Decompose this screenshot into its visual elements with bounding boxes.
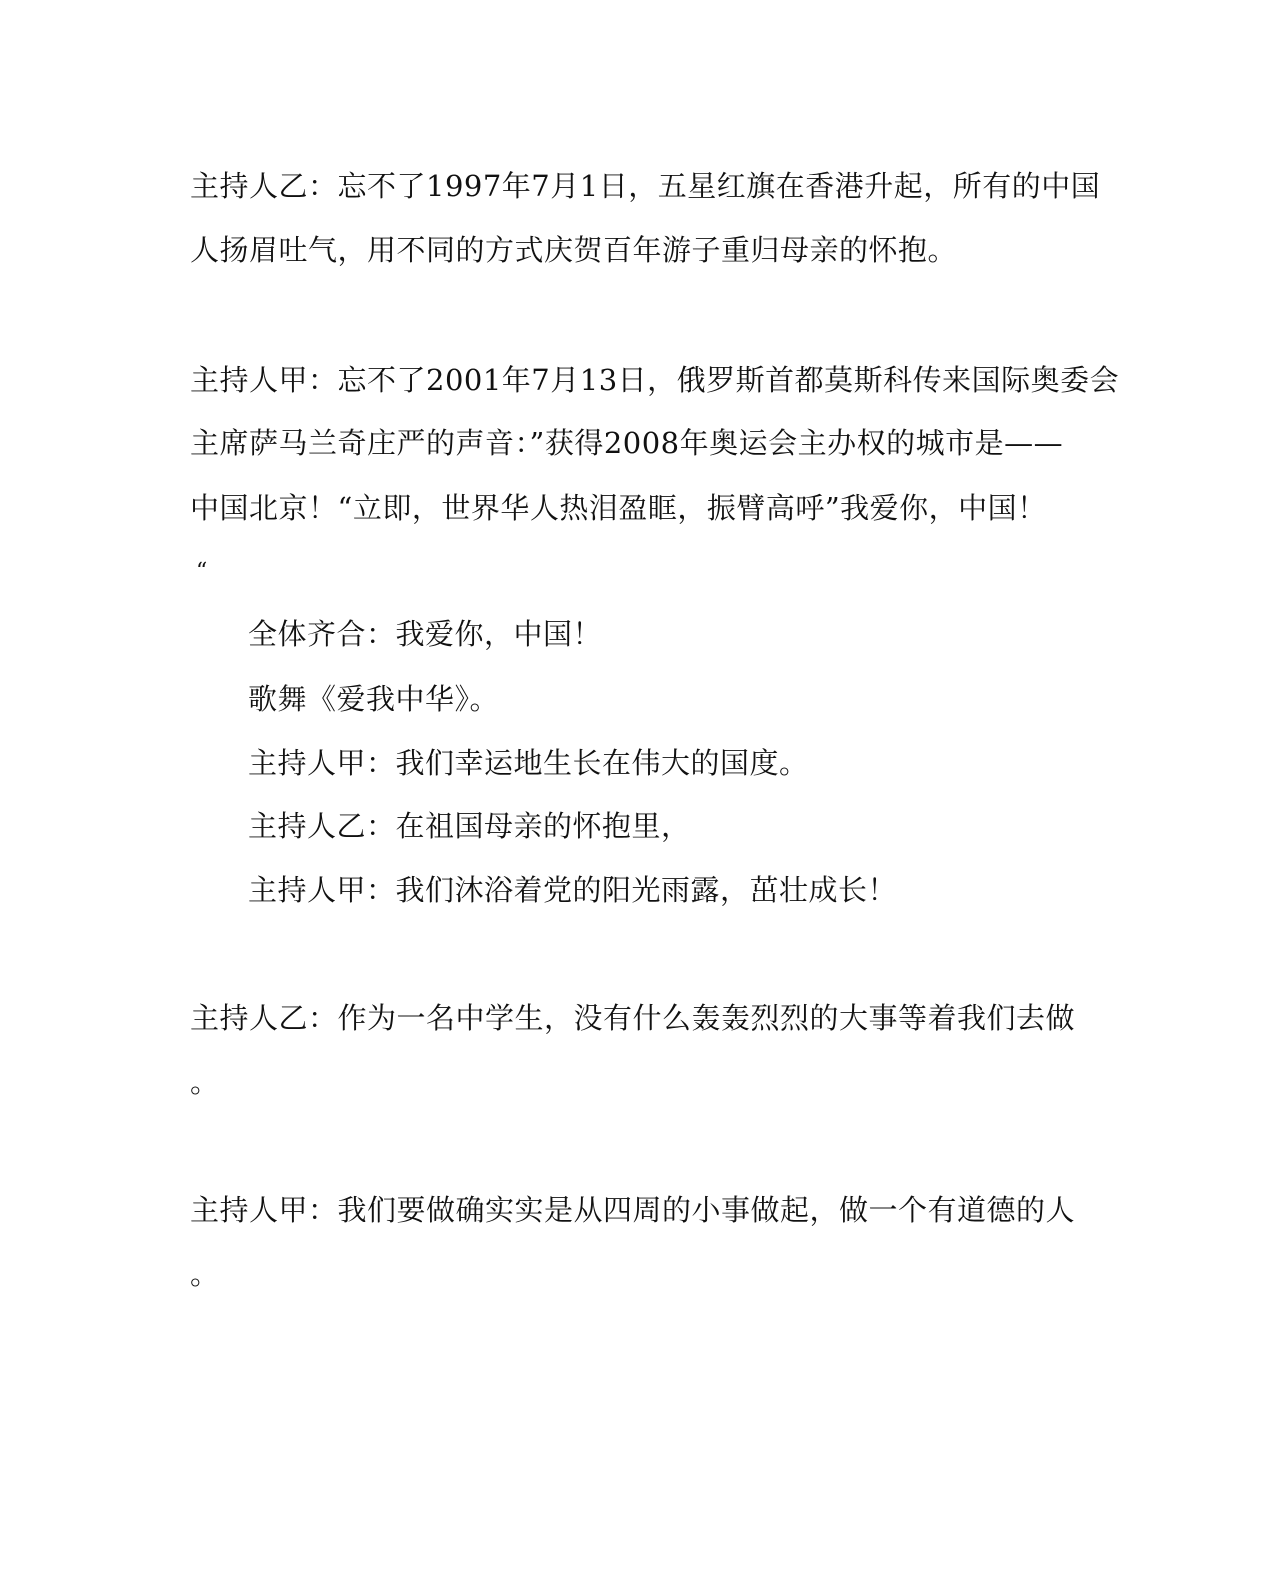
paragraph-line: 主持人甲：我们幸运地生长在伟大的国度。 <box>248 746 809 780</box>
paragraph-line: 人扬眉吐气，用不同的方式庆贺百年游子重归母亲的怀抱。 <box>190 233 958 267</box>
paragraph-line: 。 <box>190 1065 220 1099</box>
paragraph-line: 主持人乙：在祖国母亲的怀抱里， <box>248 809 691 843</box>
paragraph-line: 主持人乙：作为一名中学生，没有什么轰轰烈烈的大事等着我们去做 <box>190 1001 1076 1035</box>
paragraph-line: “ <box>196 559 208 584</box>
paragraph-line: 主持人甲：忘不了2001年7月13日，俄罗斯首都莫斯科传来国际奥委会 <box>190 363 1120 397</box>
paragraph-line: 全体齐合：我爱你，中国！ <box>248 617 603 651</box>
paragraph-line: 主持人甲：我们沐浴着党的阳光雨露，茁壮成长！ <box>248 873 898 907</box>
paragraph-line: 主持人乙：忘不了1997年7月1日，五星红旗在香港升起，所有的中国 <box>190 169 1101 203</box>
paragraph-line: 主持人甲：我们要做确实实是从四周的小事做起，做一个有道德的人 <box>190 1193 1076 1227</box>
paragraph-line: 中国北京！“立即，世界华人热泪盈眶，振臂高呼”我爱你，中国！ <box>190 491 1047 525</box>
paragraph-line: 主席萨马兰奇庄严的声音：”获得2008年奥运会主办权的城市是—— <box>190 426 1064 460</box>
paragraph-line: 。 <box>190 1257 220 1291</box>
paragraph-line: 歌舞《爱我中华》。 <box>248 682 500 716</box>
